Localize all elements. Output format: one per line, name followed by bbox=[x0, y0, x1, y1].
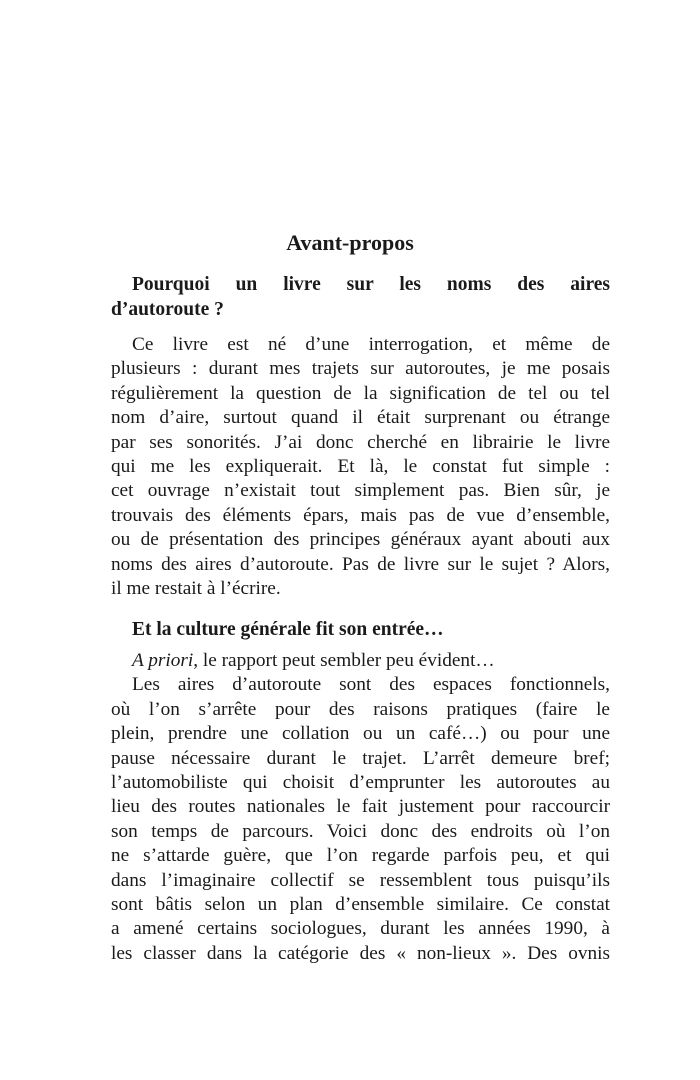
text-line: les classer dans la catégorie des « non-lieux ». Des ovnis bbox=[111, 942, 610, 964]
paragraph-1 bbox=[111, 333, 610, 601]
text-line: plein, prendre une collation ou un café…) ou pour une bbox=[111, 723, 610, 745]
paragraph-2-lines bbox=[111, 673, 610, 966]
intro-text: , le rapport peut sembler peu évident… bbox=[193, 650, 495, 671]
text-line: nom d’aire, surtout quand il était surprenant ou étrange bbox=[111, 407, 610, 429]
text-line: ne s’attarde guère, que l’on regarde parfois peu, et qui bbox=[111, 845, 610, 867]
text-line: noms des aires d’autoroute. Pas de livre sur le sujet ? Alors, bbox=[111, 553, 610, 575]
heading-line: d’autoroute ? bbox=[111, 299, 224, 320]
text-line: ou de présentation des principes généraux ayant abouti aux bbox=[111, 529, 610, 551]
text-line: a amené certains sociologues, durant les années 1990, à bbox=[111, 918, 610, 940]
text-line: l’automobiliste qui choisit d’emprunter les autoroutes au bbox=[111, 771, 610, 793]
paragraph-2 bbox=[111, 649, 610, 966]
text-line: qui me les expliquerait. Et là, le constat fut simple : bbox=[111, 455, 610, 477]
heading-line: Et la culture générale fit son entrée… bbox=[132, 619, 444, 640]
text-line: où l’on s’arrête pour des raisons pratiques (faire le bbox=[111, 698, 610, 720]
text-line: cet ouvrage n’existait tout simplement pas. Bien sûr, je bbox=[111, 480, 610, 502]
heading-line: Pourquoi un livre sur les noms des aires bbox=[132, 274, 610, 295]
section-heading-2 bbox=[111, 617, 610, 642]
text-line: régulièrement la question de la signification de tel ou tel bbox=[111, 382, 610, 404]
text-line: il me restait à l’écrire. bbox=[111, 577, 281, 599]
section-heading-1 bbox=[111, 272, 610, 322]
text-line: trouvais des éléments épars, mais pas de vue d’ensemble, bbox=[111, 504, 610, 526]
intro-line bbox=[111, 649, 610, 673]
text-line: dans l’imaginaire collectif se ressemblent tous puisqu’ils bbox=[111, 869, 610, 891]
text-line: sont bâtis selon un plan d’ensemble similaire. Ce constat bbox=[111, 893, 610, 915]
text-line: Les aires d’autoroute sont des espaces fonctionnels, bbox=[132, 674, 610, 696]
text-line: lieu des routes nationales le fait justement pour raccourcir bbox=[111, 796, 610, 818]
text-line: son temps de parcours. Voici donc des endroits où l’on bbox=[111, 820, 610, 842]
text-line: Ce livre est né d’une interrogation, et même de bbox=[132, 334, 610, 355]
text-line: pause nécessaire durant le trajet. L’arrêt demeure bref; bbox=[111, 747, 610, 769]
text-line: plusieurs : durant mes trajets sur autoroutes, je me posais bbox=[111, 358, 610, 380]
italic-phrase: A priori bbox=[132, 650, 194, 671]
text-line: par ses sonorités. J’ai donc cherché en librairie le livre bbox=[111, 431, 610, 453]
page-title: Avant-propos bbox=[286, 230, 414, 255]
